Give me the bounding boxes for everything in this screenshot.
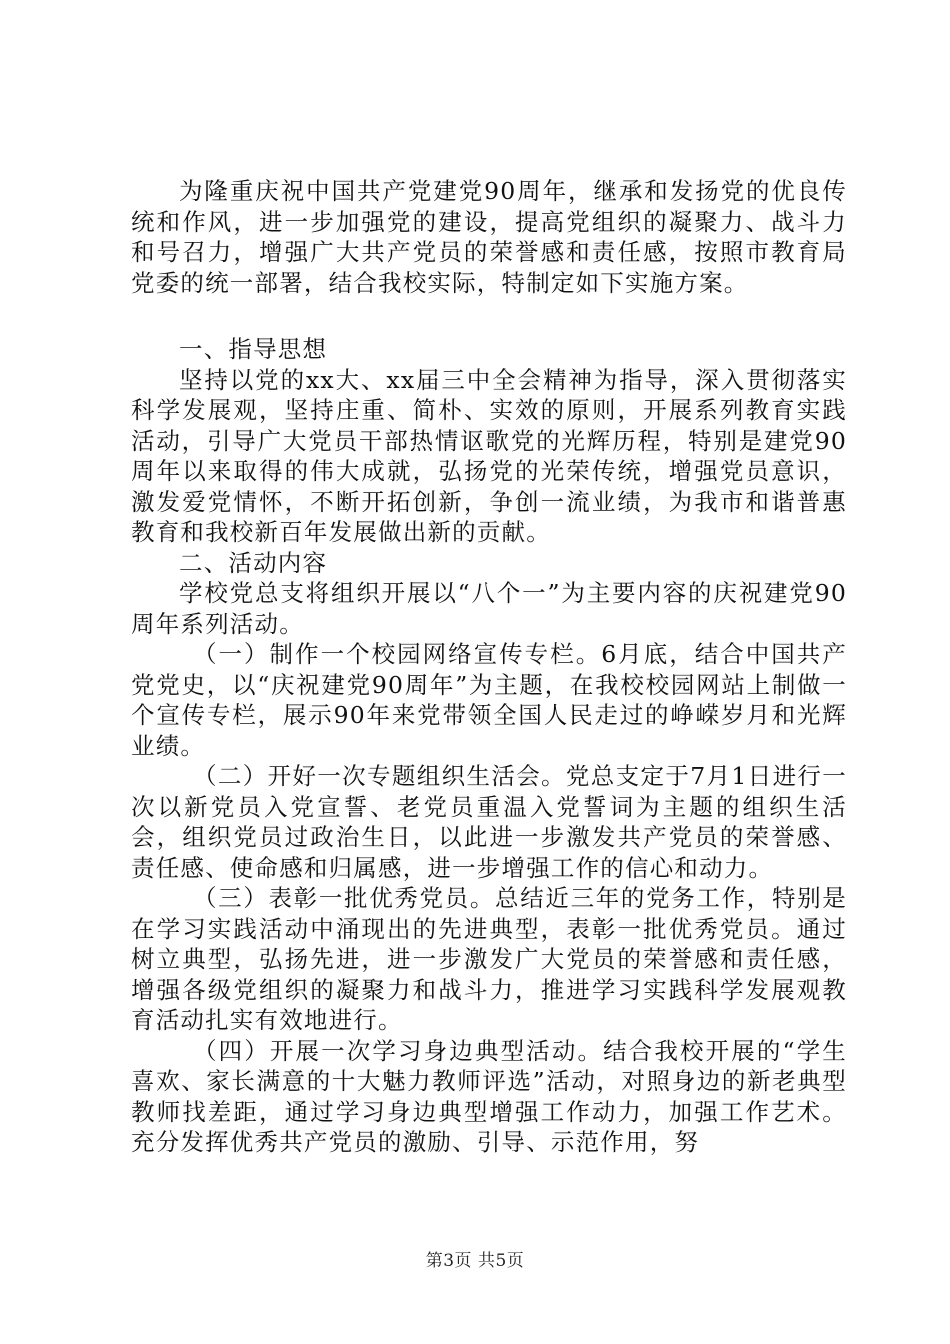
intro-paragraph: 为隆重庆祝中国共产党建党90周年，继承和发扬党的优良传统和作风，进一步加强党的建设，提高党组织的凝聚力、战斗力和号召力，增强广大共产党员的荣誉感和责任感，按照市教育局党委的统一部署，结合我校实际，特制定如下实施方案。 xyxy=(131,177,847,297)
activity-item: （二）开好一次专题组织生活会。党总支定于7月1日进行一次以新党员入党宣誓、老党员重温入党誓词为主题的组织生活会，组织党员过政治生日，以此进一步激发共产党员的荣誉感、责任感、使命感和归属感，进一步增强工作的信心和动力。 xyxy=(131,762,847,882)
activity-content-intro: 学校党总支将组织开展以“八个一”为主要内容的庆祝建党90周年系列活动。 xyxy=(131,579,847,638)
guiding-ideology-paragraph: 坚持以党的xx大、xx届三中全会精神为指导，深入贯彻落实科学发展观，坚持庄重、简朴、实效的原则，开展系列教育实践活动，引导广大党员干部热情讴歌党的光辉历程，特别是建党90周年以来取得的伟大成就，弘扬党的光荣传统，增强党员意识，激发爱党情怀，不断开拓创新，争创一流业绩，为我市和谐普惠教育和我校新百年发展做出新的贡献。 xyxy=(131,365,847,546)
activity-item: （三）表彰一批优秀党员。总结近三年的党务工作，特别是在学习实践活动中涌现出的先进典型，表彰一批优秀党员。通过树立典型，弘扬先进，进一步激发广大党员的荣誉感和责任感，增强各级党组织的凝聚力和战斗力，推进学习实践科学发展观教育活动扎实有效地进行。 xyxy=(131,884,847,1034)
section-heading-activity-content: 二、活动内容 xyxy=(179,548,328,577)
paragraph-spacer xyxy=(131,298,847,334)
page-number-footer: 第3页 共5页 xyxy=(425,1251,525,1271)
section-heading-guiding-ideology: 一、指导思想 xyxy=(179,335,328,363)
document-body xyxy=(131,176,847,1158)
activity-item: （一）制作一个校园网络宣传专栏。6月底，结合中国共产党党史，以“庆祝建党90周年”为主题，在我校校园网站上制做一个宣传专栏，展示90年来党带领全国人民走过的峥嵘岁月和光辉业绩。 xyxy=(131,640,847,760)
activity-item: （四）开展一次学习身边典型活动。结合我校开展的“学生喜欢、家长满意的十大魅力教师评选”活动，对照身边的新老典型教师找差距，通过学习身边典型增强工作动力，加强工作艺术。充分发挥优秀共产党员的激励、引导、示范作用，努 xyxy=(131,1036,847,1156)
